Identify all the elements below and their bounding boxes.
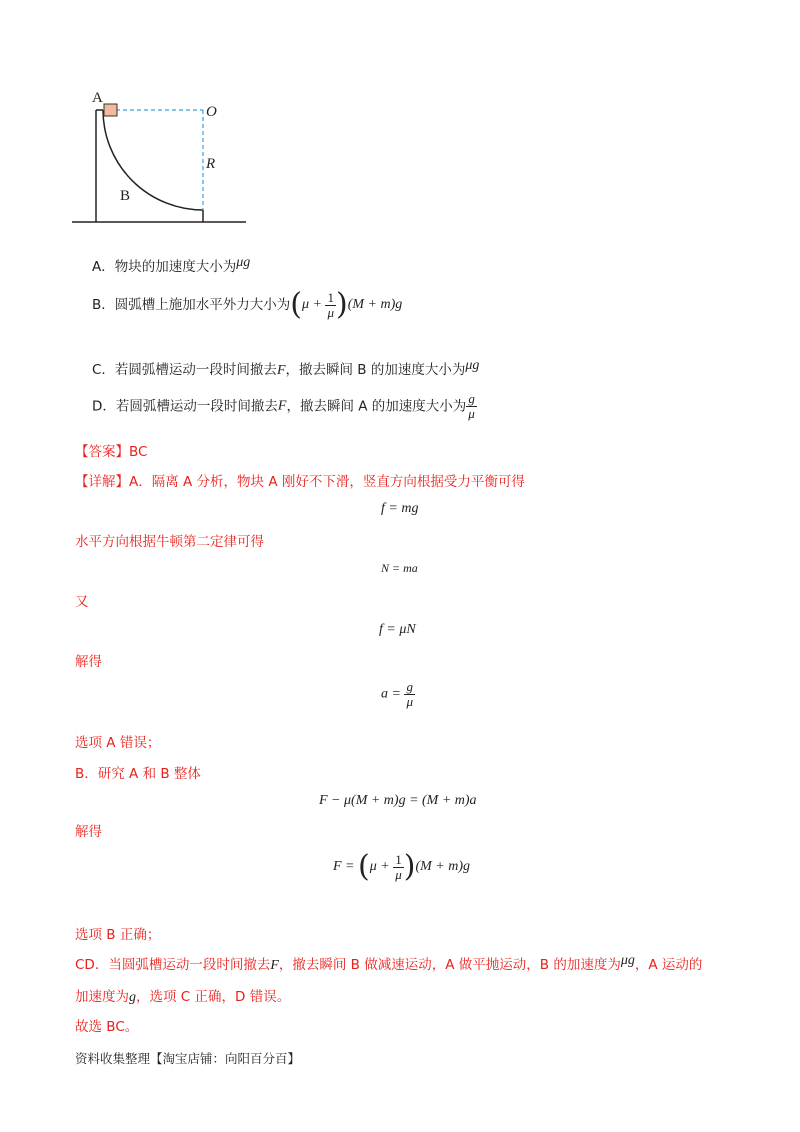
detail-line-2: 水平方向根据牛顿第二定律可得 — [75, 534, 264, 550]
physics-figure — [60, 88, 260, 233]
detail-line-8: 选项 B 正确； — [75, 927, 161, 943]
option-a: A．物块的加速度大小为μg — [92, 255, 251, 275]
label-r: R — [206, 156, 216, 172]
answer-line: 【答案】BC — [75, 444, 148, 460]
detail-line-7: 解得 — [75, 824, 102, 840]
equation-4: a = $\frac{g}{\mu}$ — [381, 679, 413, 709]
label-b: B — [120, 188, 131, 204]
option-d: D．若圆弧槽运动一段时间撤去F，撤去瞬间 A 的加速度大小为 $\frac{g}{\mu}$ — [92, 391, 475, 421]
equation-3: f = μN — [379, 622, 416, 637]
detail-line-9: CD．当圆弧槽运动一段时间撤去F，撤去瞬间 B 做减速运动，A 做平抛运动，B 的加速度为μg，A 运动的 — [75, 953, 703, 973]
equation-1: f = mg — [381, 501, 419, 516]
footer-text: 资料收集整理【淘宝店铺：向阳百分百】 — [75, 1051, 301, 1066]
arc-groove — [103, 110, 203, 210]
detail-line-3: 又 — [75, 594, 89, 610]
option-b: B．圆弧槽上施加水平外力大小为(μ + $\frac{1}{\mu}$ )(M + m)g — [92, 287, 403, 322]
option-c: C．若圆弧槽运动一段时间撤去F，撤去瞬间 B 的加速度大小为μg — [92, 358, 480, 378]
block-a — [104, 104, 117, 116]
equation-5: F − μ(M + m)g = (M + m)a — [319, 793, 477, 808]
detail-line-10: 加速度为g，选项 C 正确，D 错误。 — [75, 989, 291, 1005]
label-a: A — [92, 90, 103, 106]
detail-head: 【详解】A．隔离 A 分析，物块 A 刚好不下滑，竖直方向根据受力平衡可得 — [75, 474, 525, 490]
detail-line-6: B．研究 A 和 B 整体 — [75, 766, 201, 782]
figure-svg — [60, 88, 260, 233]
detail-line-5: 选项 A 错误； — [75, 735, 161, 751]
detail-line-11: 故选 BC。 — [75, 1019, 139, 1035]
detail-line-4: 解得 — [75, 654, 102, 670]
equation-2: N = ma — [381, 561, 418, 575]
label-o: O — [206, 104, 217, 120]
equation-6: F = (μ + $\frac{1}{\mu}$ )(M + m)g — [333, 849, 470, 884]
